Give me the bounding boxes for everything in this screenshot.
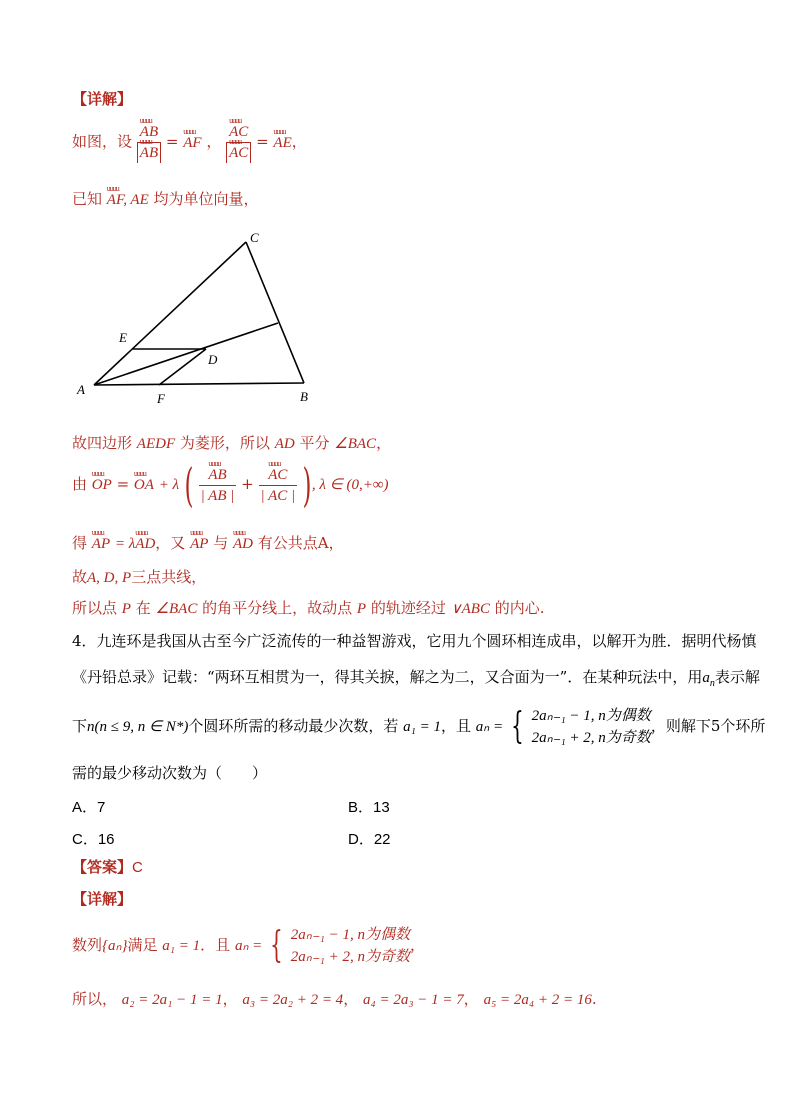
rhombus-line [72, 432, 391, 455]
question-4-line-1: 4．九连环是我国从古至今广泛流传的一种益智游戏，它用九个圆环相连成串，以解开为胜．据明代杨慎 [72, 632, 757, 650]
left-brace: { [511, 706, 524, 747]
unit-vector-line [72, 188, 259, 211]
question-4-line-4: 需的最少移动次数为（ ） [72, 764, 268, 782]
text-span: ，且 [440, 717, 471, 735]
computation-line [72, 988, 597, 1011]
side-cb [246, 242, 304, 383]
question-4-line-3 [72, 705, 765, 749]
vector-equation-line: 由 uuuu OP = uuuu OA + λ ( uuuu $\frac{AB}{| AB |}$ + uuuu $\frac{AC}{| AC |}$ ), λ ∈ (0,+∞) [72, 462, 389, 508]
text-span: 满足 [127, 936, 158, 954]
math-aedf: AEDF [136, 436, 176, 452]
sequence-definition-line [72, 924, 425, 968]
abs-ac: uuuu AC [229, 143, 248, 163]
collinear-points-line [72, 566, 206, 589]
text-span: 已知 [72, 190, 103, 208]
right-paren: ) [302, 458, 312, 512]
vector-ap: uuuu AP [92, 533, 110, 555]
text-span: ， [463, 990, 479, 1008]
vector-af: uuuu AF [183, 133, 201, 153]
math-sequence: {aₙ} [102, 938, 128, 954]
answer-line [72, 856, 143, 879]
left-brace-2: { [270, 925, 283, 966]
math-an-def-2: aₙ = [234, 938, 263, 954]
math-a1: a₁ = 1 [403, 719, 441, 735]
abs-ab-2: | AB | [200, 487, 235, 504]
math-a3: a₃ = 2a₂ + 2 = 4 [242, 992, 344, 1008]
label-e: E [119, 330, 127, 345]
math-plus-lambda: + λ [158, 477, 180, 493]
text-span: 表示解 [714, 668, 760, 686]
option-a[interactable]: A．7 [72, 799, 106, 816]
side-ab [94, 383, 304, 385]
text-span: 在 [135, 599, 151, 617]
text-span: 均为单位向量， [153, 190, 259, 208]
option-d[interactable]: D．22 [348, 831, 391, 848]
math-angle-bac: ∠BAC [334, 436, 377, 452]
math-a4: a₄ = 2a₃ − 1 = 7 [362, 992, 464, 1008]
text-span: 所以， [72, 990, 118, 1008]
fraction-ac-2 [259, 465, 298, 506]
text-span: ，则解下5个环所 [650, 717, 766, 735]
math-p-2: P [356, 601, 367, 617]
math-a5: a₅ = 2a₄ + 2 = 16 [483, 992, 592, 1008]
math-ad: AD [274, 436, 295, 452]
text-span: 的轨迹经过 [370, 599, 446, 617]
definition-line: 如图，设 uuuu AB uuuu AB = uuuu AF ， uuuu AC uuuu AC = uuuu AE， [72, 122, 307, 163]
math-p: P [121, 601, 131, 617]
text-span: 与 [213, 534, 229, 552]
text-span: 得 [72, 534, 88, 552]
plus-sign: + [241, 475, 254, 493]
fraction-ab-2 [199, 465, 237, 506]
case-even-2: 2aₙ₋₁ − 1, n为偶数 [290, 927, 410, 943]
text-span: ， [206, 132, 222, 151]
text-span: 平分 [299, 434, 330, 452]
math-a1-2: a₁ = 1 [162, 938, 201, 954]
text-span: 故四边形 [72, 434, 133, 452]
math-an: a [702, 670, 710, 686]
vector-ad-2: uuuu AD [233, 533, 253, 555]
text-span: ．且 [200, 936, 231, 954]
text-span: 所以点 [72, 599, 118, 617]
collinear-vector-line [72, 532, 344, 555]
math-triangle-abc: ∨ABC [450, 601, 490, 617]
math-eq-lambda: = λ [114, 536, 136, 552]
case-odd-2: 2aₙ₋₁ + 2, n为奇数 [290, 949, 410, 965]
math-lambda-range: , λ ∈ (0,+∞) [311, 477, 389, 493]
text-span: 故 [72, 568, 88, 586]
vectors-af-ae: uuuu AF, AE [107, 189, 149, 211]
piecewise-cases [532, 705, 651, 749]
text-span: 有公共点A， [257, 534, 344, 552]
case-even: 2aₙ₋₁ − 1, n为偶数 [531, 708, 651, 724]
label-d: D [208, 352, 218, 367]
section-header-detail: 【详解】 [72, 90, 133, 108]
abs-ac-2: | AC | [260, 487, 296, 504]
math-n-condition: n(n ≤ 9, n ∈ N*) [87, 719, 189, 735]
math-angle-bac-2: ∠BAC [155, 601, 198, 617]
triangle-figure [70, 225, 330, 410]
option-b[interactable]: B．13 [348, 799, 390, 816]
vector-ab-2: uuuu AB [208, 465, 226, 485]
vector-ac: uuuu AC [229, 122, 248, 142]
text-span: 的角平分线上，故动点 [202, 599, 353, 617]
vector-ae: uuuu AE [273, 133, 291, 153]
label-a: A [77, 382, 85, 397]
text-span: ， [291, 132, 307, 151]
vector-ac-2: uuuu AC [268, 465, 287, 485]
text-span: ，又 [155, 534, 186, 552]
vector-op: uuuu OP [92, 475, 112, 495]
text-span: 数列 [72, 936, 103, 954]
text-span: 《丹铅总录》记载：“两环互相贯为一，得其关捩，解之为二，又合面为一”．在某种玩法中，用 [72, 668, 703, 686]
fraction-ac [226, 122, 251, 163]
side-ac [94, 242, 246, 385]
text-span: 下 [72, 717, 88, 735]
label-c: C [250, 230, 259, 245]
text-span: 由 [72, 475, 88, 493]
label-b: B [300, 389, 308, 404]
label-f: F [157, 391, 165, 406]
text-span: ， [222, 990, 238, 1008]
section-header-detail-2: 【详解】 [72, 890, 133, 908]
fraction-ab [137, 122, 161, 163]
math-a2: a₂ = 2a₁ − 1 = 1 [121, 992, 223, 1008]
math-adp: A, D, P [87, 570, 132, 586]
text-span: 三点共线， [131, 568, 207, 586]
vector-ap-2: uuuu AP [190, 533, 208, 555]
vector-oa: uuuu OA [134, 475, 154, 495]
vector-ad: uuuu AD [135, 533, 155, 555]
conclusion-line [72, 597, 545, 620]
left-paren: ( [184, 458, 194, 512]
text-span: ， [343, 990, 359, 1008]
answer-label: 【答案】 [72, 858, 133, 876]
case-odd: 2aₙ₋₁ + 2, n为奇数 [531, 730, 651, 746]
text-span: ， [410, 936, 426, 954]
piecewise-cases-2 [291, 924, 410, 968]
text-span: 如图，设 [72, 132, 133, 151]
math-an-def: aₙ = [475, 719, 504, 735]
text-span: 个圆环所需的移动最少次数，若 [188, 717, 399, 735]
text-span: . [591, 990, 597, 1008]
vector-ab: uuuu AB [140, 122, 158, 142]
abs-ab: uuuu AB [140, 143, 158, 163]
answer-value: C [132, 859, 143, 876]
text-span: 的内心. [494, 599, 545, 617]
question-4-line-2: 《丹铅总录》记载：“两环互相贯为一，得其关捩，解之为二，又合面为一”．在某种玩法中，用$a_n$表示解 [72, 668, 760, 689]
text-span: ， [376, 434, 392, 452]
text-span: 为菱形，所以 [179, 434, 270, 452]
option-c[interactable]: C．16 [72, 831, 115, 848]
